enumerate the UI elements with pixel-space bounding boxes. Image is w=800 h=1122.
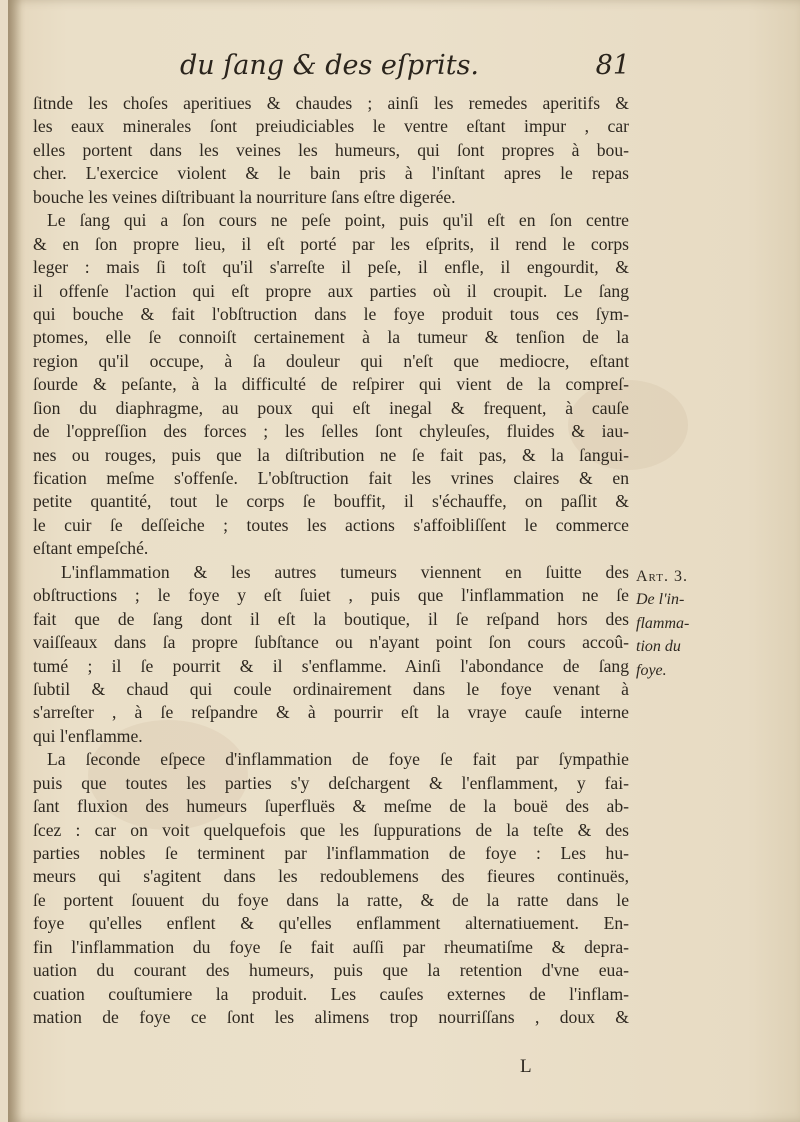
text-line: ſant fluxion des humeurs ſuperfluës & meſme de la bouë des ab- — [33, 796, 629, 817]
page-number: 81 — [595, 50, 630, 81]
text-line: meurs qui s'agitent dans les redoublemens des fieures continuës, — [33, 866, 629, 887]
text-line: Le ſang qui a ſon cours ne peſe point, puis qu'il eſt en ſon centre — [47, 210, 629, 231]
text-line: elles portent dans les veines les humeurs, qui ſont propres à bou- — [33, 139, 629, 160]
margin-note — [636, 565, 716, 682]
text-line: ſourde & peſante, à la difficulté de reſpirer qui vient de la compreſ- — [33, 374, 629, 395]
text-line: qui l'enflamme. — [33, 725, 143, 746]
text-line: vaiſſeaux dans ſa propre ſubſtance ou n'ayant point ſon cours accoû- — [33, 632, 629, 653]
text-line: tumé ; il ſe pourrit & il s'enflamme. Ainſi l'abondance de ſang — [33, 655, 629, 676]
text-line: uation du courant des humeurs, puis que la retention d'vne eua- — [33, 960, 629, 981]
text-line: ſe portent ſouuent du foye dans la ratte, & de la ratte dans le — [33, 889, 629, 910]
text-line: mation de foye ce ſont les alimens trop nourriſſans , doux & — [33, 1007, 629, 1028]
text-line: les eaux minerales ſont preiudiciables le ventre eſtant impur , car — [33, 116, 629, 137]
margin-note-article: Art. 3. — [636, 568, 688, 585]
margin-note-line: De l'in- — [636, 591, 685, 609]
text-line: parties nobles ſe terminent par l'inflammation de foye : Les hu- — [33, 843, 629, 863]
text-line: L'inflammation & les autres tumeurs viennent en ſuitte des — [61, 561, 629, 582]
text-line: puis que toutes les parties s'y deſchargent & l'enflamment, y fai- — [33, 772, 629, 793]
text-line: foye qu'elles enflent & qu'elles enflamment alternatiuement. En- — [33, 913, 629, 934]
text-line: leger : mais ſi toſt qu'il s'arreſte il peſe, il enfle, il engourdit, & — [33, 257, 629, 278]
margin-note-line: tion du — [636, 638, 681, 656]
text-line: ſubtil & chaud qui coule ordinairement dans le foye venant à — [33, 678, 629, 699]
text-line: il offenſe l'action qui eſt propre aux parties où il croupit. Le ſang — [33, 280, 629, 301]
text-line: La ſeconde eſpece d'inflammation de foye ſe fait par ſympathie — [47, 749, 629, 770]
text-line: ſcez : car on voit quelquefois que les ſuppurations de la teſte & des — [33, 819, 629, 840]
running-head — [170, 50, 630, 90]
text-line: ptomes, elle ſe connoiſt certainement à la tumeur & tenſion de la — [33, 327, 629, 348]
text-line: eſtant empeſché. — [33, 538, 149, 559]
text-line: ſitnde les choſes aperitiues & chaudes ; ainſi les remedes aperitifs & — [33, 93, 629, 113]
text-line: fication meſme s'offenſe. L'obſtruction fait les vrines claires & en — [33, 468, 629, 488]
text-line: region qu'il occupe, à ſa douleur qui n'eſt que mediocre, eſtant — [33, 350, 629, 371]
text-line: obſtructions ; le foye y eſt ſuiet , puis que l'inflammation ne ſe — [33, 585, 629, 606]
margin-note-line: flamma- — [636, 614, 690, 632]
text-line: s'arreſter , à ſe reſpandre & à pourrir eſt la vraye cauſe interne — [33, 702, 629, 723]
text-line: ſion du diaphragme, au poux qui eſt inegal & frequent, à cauſe — [33, 397, 629, 418]
text-line: & en ſon propre lieu, il eſt porté par les eſprits, il rend le corps — [33, 233, 629, 254]
margin-note-line: foye. — [636, 661, 667, 679]
text-line: petite quantité, tout le corps ſe bouffit, il s'échauffe, on paſlit & — [33, 491, 629, 512]
text-line: fin l'inflammation du foye ſe fait auſſi par rheumatiſme & depra- — [33, 936, 629, 957]
text-line: de l'oppreſſion des forces ; les ſelles ſont chyleuſes, fluides & iau- — [33, 421, 629, 442]
body-text — [33, 92, 629, 1030]
text-line: qui bouche & fait l'obſtruction dans le foye produit tous ces ſym- — [33, 303, 629, 324]
text-line: le cuir ſe deſſeiche ; toutes les actions s'affoibliſſent le commerce — [33, 514, 629, 535]
text-line: fait que de ſang dont il eſt la boutique, il ſe reſpand hors des — [33, 608, 629, 629]
text-line: bouche les veines diſtribuant la nourriture ſans eſtre digerée. — [33, 186, 456, 207]
running-title: du ſang & des eſprits. — [180, 50, 480, 81]
text-line: nes ou rouges, puis que la diſtribution ne ſe fait pas, & la ſangui- — [33, 444, 629, 465]
text-line: cher. L'exercice violent & le bain pris à l'inſtant apres le repas — [33, 163, 629, 184]
signature-mark: L — [520, 1056, 532, 1077]
text-line: cuation couſtumiere la produit. Les cauſes externes de l'inflam- — [33, 983, 629, 1004]
